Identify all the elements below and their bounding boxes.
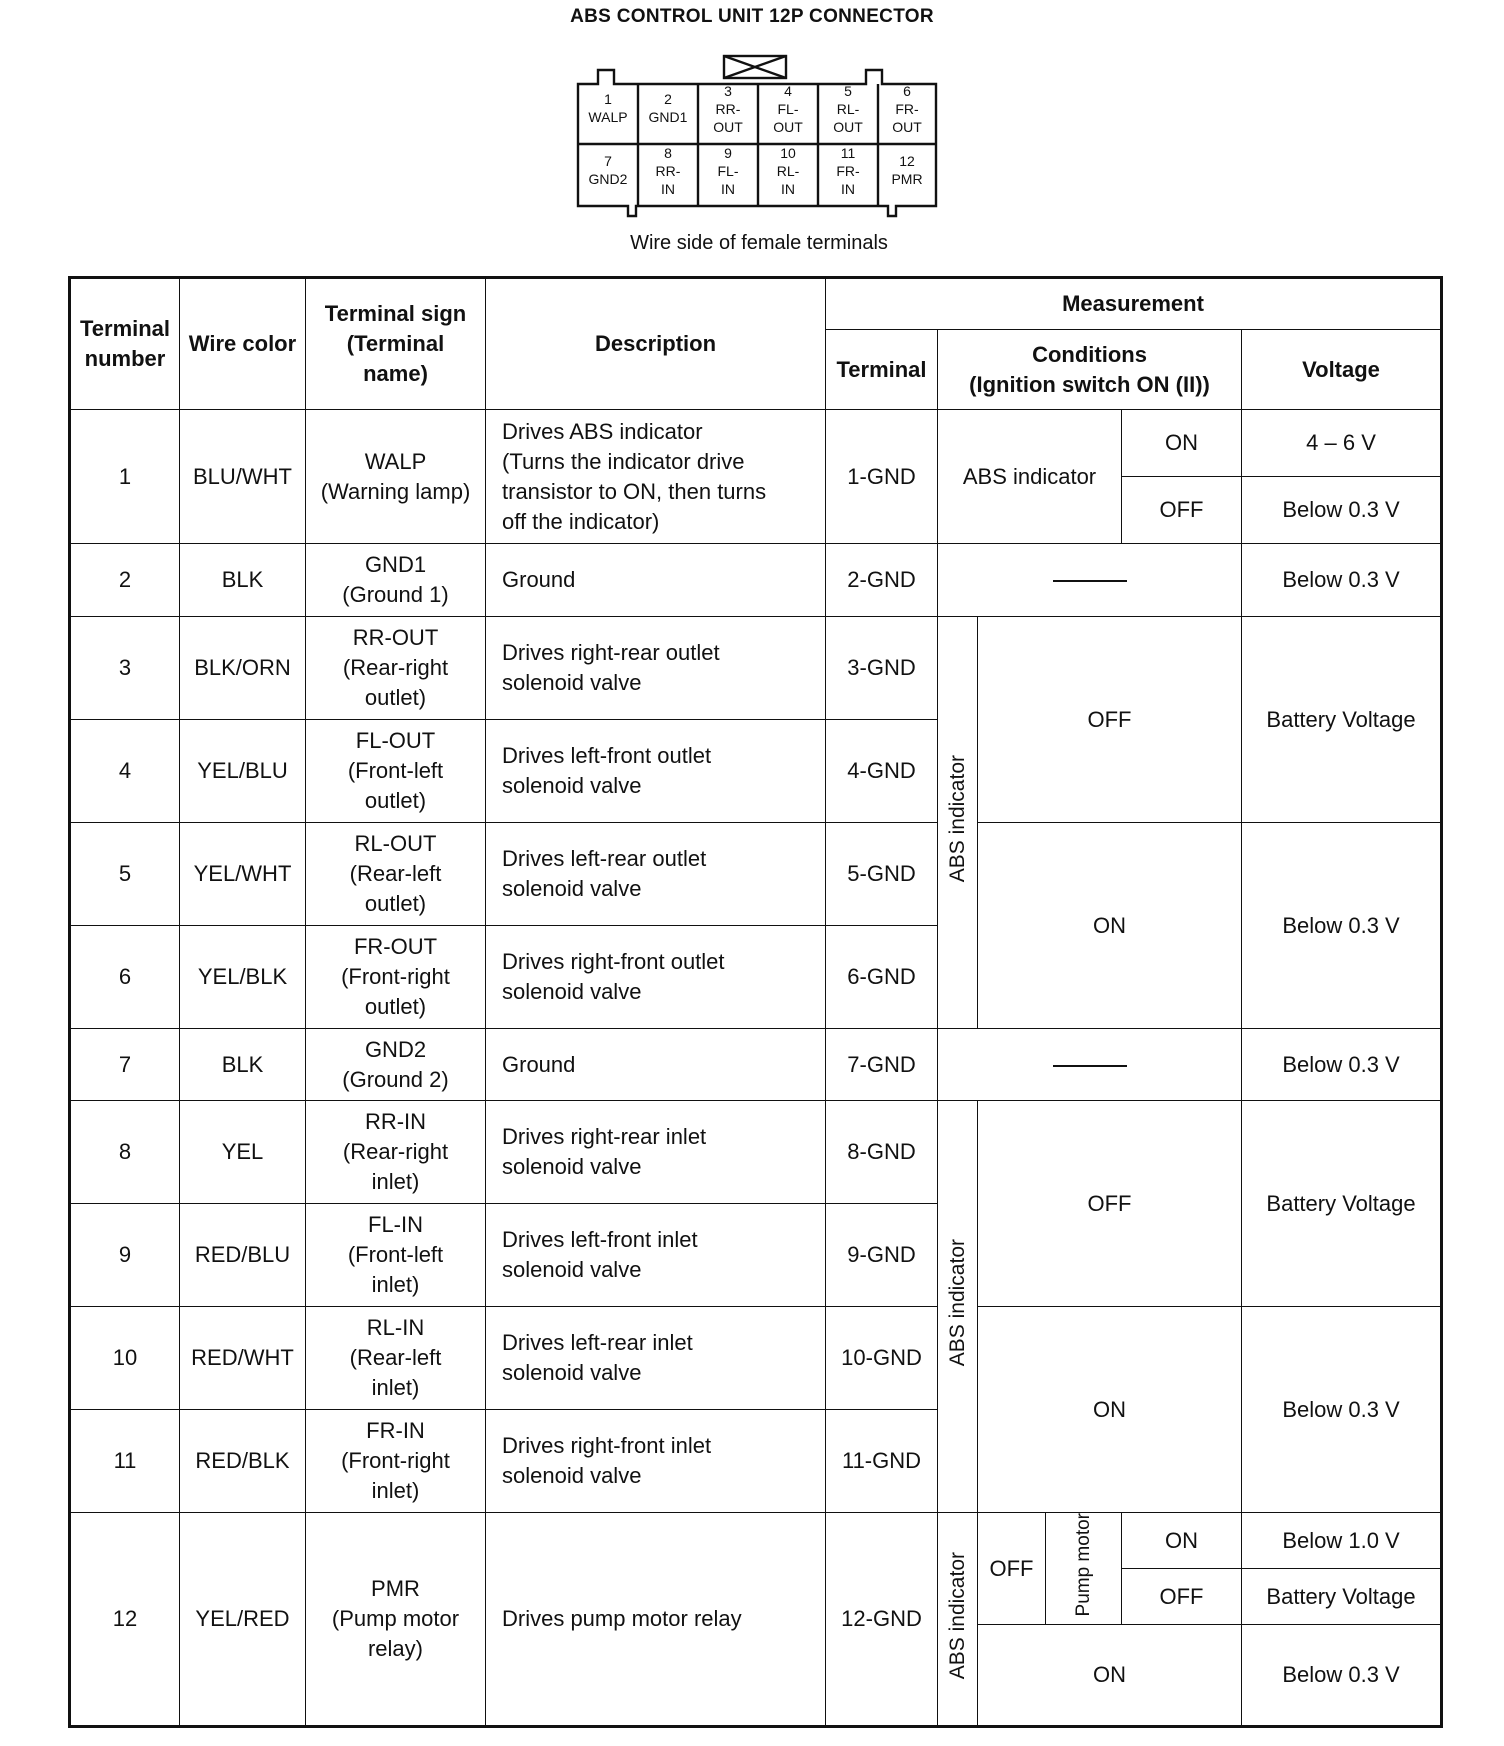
- pin-8-number: 8: [664, 145, 672, 161]
- condition-on: ON: [978, 1625, 1242, 1727]
- dash-mark: [1053, 580, 1127, 582]
- condition-abs-indicator-vertical: ABS indicator: [938, 1513, 978, 1727]
- terminal-pair: 7-GND: [826, 1029, 938, 1101]
- condition-off: OFF: [1122, 477, 1242, 544]
- pin-2-number: 2: [664, 91, 672, 107]
- terminal-pair: 1-GND: [826, 410, 938, 544]
- table-row: [70, 617, 1442, 720]
- pin-10-label: RL-: [776, 163, 800, 179]
- terminal-pair: 2-GND: [826, 544, 938, 617]
- voltage-value: Below 0.3 V: [1242, 477, 1442, 544]
- terminal-number: 9: [70, 1204, 180, 1307]
- terminal-sign: PMR (Pump motor relay): [306, 1513, 486, 1727]
- terminal-pair: 10-GND: [826, 1307, 938, 1410]
- description: Drives pump motor relay: [486, 1513, 826, 1727]
- voltage-value: Below 0.3 V: [1242, 823, 1442, 1029]
- header-measurement: Measurement: [826, 278, 1442, 330]
- header-terminal-number: Terminal number: [70, 278, 180, 410]
- terminal-number: 7: [70, 1029, 180, 1101]
- terminal-number: 3: [70, 617, 180, 720]
- table-row: [70, 410, 1442, 477]
- terminal-sign: GND2 (Ground 2): [306, 1029, 486, 1101]
- table-row: [70, 1307, 1442, 1410]
- terminal-sign: FR-OUT (Front-right outlet): [306, 926, 486, 1029]
- description: Drives left-rear inlet solenoid valve: [486, 1307, 826, 1410]
- terminal-sign: GND1 (Ground 1): [306, 544, 486, 617]
- connector-caption: Wire side of female terminals: [630, 232, 888, 254]
- condition-none: [938, 544, 1242, 617]
- pin-3-number: 3: [724, 83, 732, 99]
- wire-color: YEL/WHT: [180, 823, 306, 926]
- terminal-number: 6: [70, 926, 180, 1029]
- wire-color: BLK: [180, 1029, 306, 1101]
- table-row: [70, 544, 1442, 617]
- table-row: [70, 1101, 1442, 1204]
- pin-6-number: 6: [903, 83, 911, 99]
- voltage-value: Battery Voltage: [1242, 1101, 1442, 1307]
- pin-11-number: 11: [840, 145, 856, 161]
- pin-6-label: FR-: [895, 101, 919, 117]
- terminal-number: 4: [70, 720, 180, 823]
- terminal-sign: FL-IN (Front-left inlet): [306, 1204, 486, 1307]
- pin-4-label-2: OUT: [773, 119, 803, 135]
- pin-11-label-2: IN: [841, 181, 855, 197]
- terminal-number: 11: [70, 1410, 180, 1513]
- description: Drives right-front inlet solenoid valve: [486, 1410, 826, 1513]
- terminal-sign: RR-IN (Rear-right inlet): [306, 1101, 486, 1204]
- terminal-pair: 3-GND: [826, 617, 938, 720]
- header-description: Description: [486, 278, 826, 410]
- description: Drives left-front inlet solenoid valve: [486, 1204, 826, 1307]
- voltage-value: Below 0.3 V: [1242, 1625, 1442, 1727]
- pin-11-label: FR-: [836, 163, 860, 179]
- condition-none: [938, 1029, 1242, 1101]
- voltage-value: Battery Voltage: [1242, 1569, 1442, 1625]
- wire-color: RED/WHT: [180, 1307, 306, 1410]
- pin-5-label-2: OUT: [833, 119, 863, 135]
- condition-on: ON: [1122, 1513, 1242, 1569]
- voltage-value: Below 1.0 V: [1242, 1513, 1442, 1569]
- wire-color: BLK/ORN: [180, 617, 306, 720]
- condition-abs-indicator-vertical: ABS indicator: [938, 617, 978, 1029]
- wire-color: YEL/BLU: [180, 720, 306, 823]
- pin-8-label-2: IN: [661, 181, 675, 197]
- table-row: [70, 1029, 1442, 1101]
- pin-6-label-2: OUT: [892, 119, 922, 135]
- voltage-value: Below 0.3 V: [1242, 1029, 1442, 1101]
- condition-abs-indicator: ABS indicator: [938, 410, 1122, 544]
- wire-color: YEL/RED: [180, 1513, 306, 1727]
- terminal-number: 2: [70, 544, 180, 617]
- wire-color: RED/BLU: [180, 1204, 306, 1307]
- pin-8-label: RR-: [655, 163, 681, 179]
- pin-1-number: 1: [604, 91, 612, 107]
- condition-off: OFF: [978, 1101, 1242, 1307]
- pin-5-number: 5: [844, 83, 852, 99]
- wire-color: YEL: [180, 1101, 306, 1204]
- pin-7-label: GND2: [588, 171, 628, 187]
- terminal-sign: RR-OUT (Rear-right outlet): [306, 617, 486, 720]
- description: Drives right-rear inlet solenoid valve: [486, 1101, 826, 1204]
- header-voltage: Voltage: [1242, 330, 1442, 410]
- pin-2-label: GND1: [648, 109, 688, 125]
- header-terminal: Terminal: [826, 330, 938, 410]
- terminal-sign: FR-IN (Front-right inlet): [306, 1410, 486, 1513]
- voltage-value: Below 0.3 V: [1242, 544, 1442, 617]
- wire-color: RED/BLK: [180, 1410, 306, 1513]
- terminal-table: [68, 276, 1443, 1728]
- voltage-value: 4 – 6 V: [1242, 410, 1442, 477]
- condition-on: ON: [978, 823, 1242, 1029]
- terminal-number: 10: [70, 1307, 180, 1410]
- wire-color: BLU/WHT: [180, 410, 306, 544]
- condition-off: OFF: [978, 617, 1242, 823]
- terminal-number: 12: [70, 1513, 180, 1727]
- wire-color: BLK: [180, 544, 306, 617]
- condition-on: ON: [1122, 410, 1242, 477]
- description: Ground: [486, 1029, 826, 1101]
- terminal-sign: RL-IN (Rear-left inlet): [306, 1307, 486, 1410]
- terminal-number: 8: [70, 1101, 180, 1204]
- page-title: ABS CONTROL UNIT 12P CONNECTOR: [570, 6, 934, 27]
- terminal-pair: 11-GND: [826, 1410, 938, 1513]
- description: Drives left-front outlet solenoid valve: [486, 720, 826, 823]
- terminal-sign: FL-OUT (Front-left outlet): [306, 720, 486, 823]
- terminal-sign: WALP (Warning lamp): [306, 410, 486, 544]
- pin-10-number: 10: [780, 145, 796, 161]
- terminal-pair: 9-GND: [826, 1204, 938, 1307]
- table-row: [70, 823, 1442, 926]
- pin-1-label: WALP: [588, 109, 628, 125]
- header-conditions: Conditions (Ignition switch ON (II)): [938, 330, 1242, 410]
- terminal-pair: 6-GND: [826, 926, 938, 1029]
- header-terminal-sign: Terminal sign (Terminal name): [306, 278, 486, 410]
- condition-pump-motor-vertical: Pump motor: [1046, 1513, 1122, 1625]
- pin-4-number: 4: [784, 83, 792, 99]
- condition-abs-indicator-vertical: ABS indicator: [938, 1101, 978, 1513]
- voltage-value: Battery Voltage: [1242, 617, 1442, 823]
- pin-12-label: PMR: [891, 171, 923, 187]
- pin-7-number: 7: [604, 153, 612, 169]
- table-row: [70, 1513, 1442, 1569]
- terminal-pair: 8-GND: [826, 1101, 938, 1204]
- condition-off: OFF: [1122, 1569, 1242, 1625]
- pin-5-label: RL-: [836, 101, 860, 117]
- pin-3-label-2: OUT: [713, 119, 743, 135]
- condition-off: OFF: [978, 1513, 1046, 1625]
- terminal-pair: 12-GND: [826, 1513, 938, 1727]
- dash-mark: [1053, 1065, 1127, 1067]
- pin-9-label-2: IN: [721, 181, 735, 197]
- terminal-pair: 4-GND: [826, 720, 938, 823]
- pin-10-label-2: IN: [781, 181, 795, 197]
- voltage-value: Below 0.3 V: [1242, 1307, 1442, 1513]
- pin-4-label: FL-: [777, 101, 799, 117]
- terminal-number: 1: [70, 410, 180, 544]
- header-wire-color: Wire color: [180, 278, 306, 410]
- description: Ground: [486, 544, 826, 617]
- description: Drives right-front outlet solenoid valve: [486, 926, 826, 1029]
- connector-diagram: [574, 54, 944, 226]
- wire-color: YEL/BLK: [180, 926, 306, 1029]
- header-row-1: [70, 278, 1442, 330]
- description: Drives right-rear outlet solenoid valve: [486, 617, 826, 720]
- pin-3-label: RR-: [715, 101, 741, 117]
- description: Drives left-rear outlet solenoid valve: [486, 823, 826, 926]
- pin-9-label: FL-: [717, 163, 739, 179]
- pin-12-number: 12: [899, 153, 915, 169]
- pin-9-number: 9: [724, 145, 732, 161]
- terminal-number: 5: [70, 823, 180, 926]
- terminal-sign: RL-OUT (Rear-left outlet): [306, 823, 486, 926]
- terminal-pair: 5-GND: [826, 823, 938, 926]
- description: Drives ABS indicator (Turns the indicator drive transistor to ON, then turns off the indicator): [486, 410, 826, 544]
- condition-on: ON: [978, 1307, 1242, 1513]
